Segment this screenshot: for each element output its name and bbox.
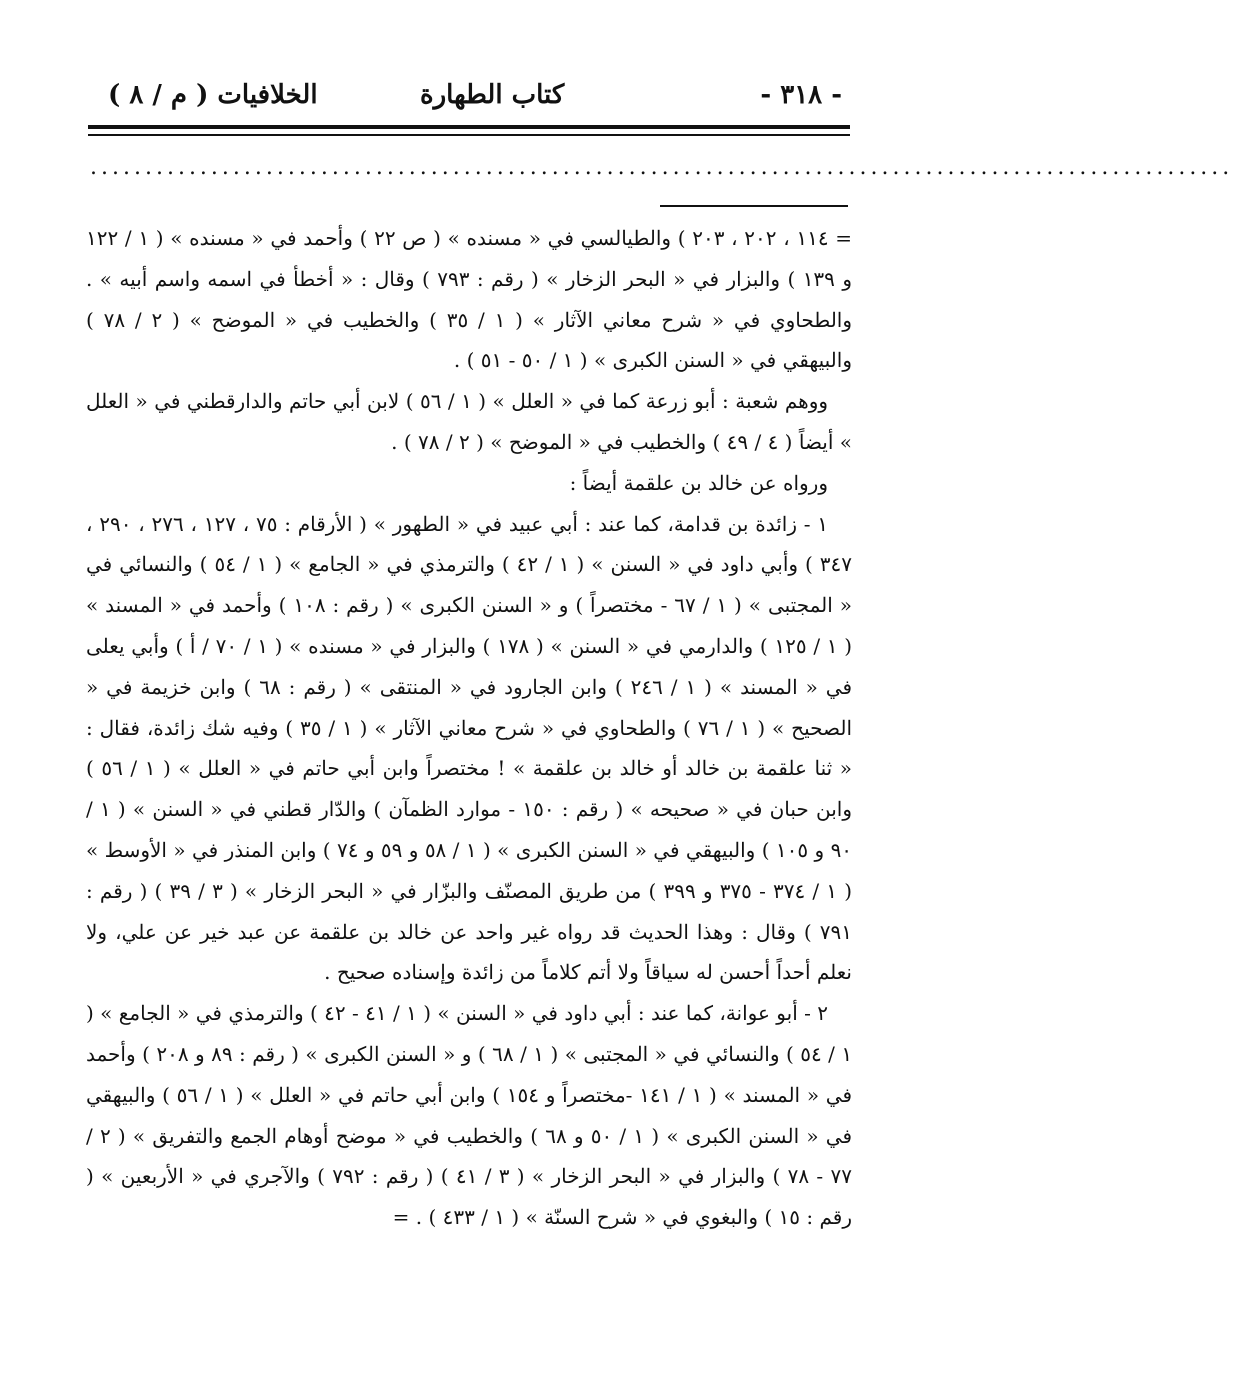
paragraph-transmitters-intro: ورواه عن خالد بن علقمة أيضاً : [569, 470, 828, 495]
header-rule-thin [88, 134, 850, 136]
dotted-separator: ........................................................................................................ [90, 155, 1233, 180]
paragraph-continuation: = ١١٤ ، ٢٠٢ ، ٢٠٣ ) والطيالسي في « مسنده » ( ص ٢٢ ) وأحمد في « مسنده » ( ١ / ١٢٢ و ١٣٩ ) والبزار في « البحر الزخار » ( رقم : ٧٩٣ ) وقال : « أخطأ في اسمه واسم أبيه » . والطحاوي في « شرح معاني الآثار » ( ١ / ٣٥ ) والخطيب في « الموضح » ( ٢ / ٧٨ ) والبيهقي في « السنن الكبرى » ( ١ / ٥٠ - ٥١ ) . [86, 226, 853, 373]
footnote-body [86, 218, 852, 1238]
footnote-rule [660, 205, 848, 207]
running-header [90, 76, 850, 116]
chapter-title: كتاب الطهارة [420, 80, 565, 110]
paragraph-abu-awana: ٢ - أبو عوانة، كما عند : أبي داود في « السنن » ( ١ / ٤١ - ٤٢ ) والترمذي في « الجامع » ( ١ / ٥٤ ) والنسائي في « المجتبى » ( ١ / ٦٨ ) و « السنن الكبرى » ( رقم : ٨٩ و ٢٠٨ ) وأحمد في « المسند » ( ١ / ١٤١ -مختصراً و ١٥٤ ) وابن أبي حاتم في « العلل » ( ١ / ٥٦ ) والبيهقي في « السنن الكبرى » ( ١ / ٥٠ و ٦٨ ) والخطيب في « موضح أوهام الجمع والتفريق » ( ٢ / ٧٧ - ٧٨ ) والبزار في « البحر الزخار » ( ٣ / ٤١ ) ( رقم : ٧٩٢ ) والآجري في « الأربعين » ( رقم : ١٥ ) والبغوي في « شرح السنّة » ( ١ / ٤٣٣ ) . = [86, 1001, 853, 1230]
paragraph-shuba-error: ووهم شعبة : أبو زرعة كما في « العلل » ( ١ / ٥٦ ) لابن أبي حاتم والدارقطني في « العلل » أيضاً ( ٤ / ٤٩ ) والخطيب في « الموضح » ( ٢ / ٧٨ ) . [86, 389, 852, 454]
book-reference: الخلافيات ( م / ٨ ) [108, 80, 318, 110]
header-rule-thick [88, 125, 850, 129]
paragraph-zaida: ١ - زائدة بن قدامة، كما عند : أبي عبيد في « الطهور » ( الأرقام : ٧٥ ، ١٢٧ ، ٢٧٦ ، ٢٩٠ ، ٣٤٧ ) وأبي داود في « السنن » ( ١ / ٤٢ ) والترمذي في « الجامع » ( ١ / ٥٤ ) والنسائي في « المجتبى » ( ١ / ٦٧ - مختصراً ) و « السنن الكبرى » ( رقم : ١٠٨ ) وأحمد في « المسند » ( ١ / ١٢٥ ) والدارمي في « السنن » ( ١٧٨ ) والبزار في « مسنده » ( ١ / ٧٠ / أ ) وأبي يعلى في « المسند » ( ١ / ٢٤٦ ) وابن الجارود في « المنتقى » ( رقم : ٦٨ ) وابن خزيمة في « الصحيح » ( ١ / ٧٦ ) والطحاوي في « شرح معاني الآثار » ( ١ / ٣٥ ) وفيه شك زائدة، فقال : « ثنا علقمة بن خالد أو خالد بن علقمة » ! مختصراً وابن أبي حاتم في « العلل » ( ١ / ٥٦ ) وابن حبان في « صحيحه » ( رقم : ١٥٠ - موارد الظمآن ) والدّار قطني في « السنن » ( ١ / ٩٠ و ١٠٥ ) والبيهقي في « السنن الكبرى » ( ١ / ٥٨ و ٥٩ و ٧٤ ) وابن المنذر في « الأوسط » ( ١ / ٣٧٤ - ٣٧٥ و ٣٩٩ ) من طريق المصنّف والبزّار في « البحر الزخار » ( ٣ / ٣٩ ) ( رقم : ٧٩١ ) وقال : وهذا الحديث قد رواه غير واحد عن خالد بن علقمة عن عبد خير عن علي، ولا نعلم أحداً أحسن له سياقاً ولا أتم كلاماً من زائدة وإسناده صحيح . [86, 511, 853, 985]
page-number: - ٣١٨ - [760, 80, 842, 110]
